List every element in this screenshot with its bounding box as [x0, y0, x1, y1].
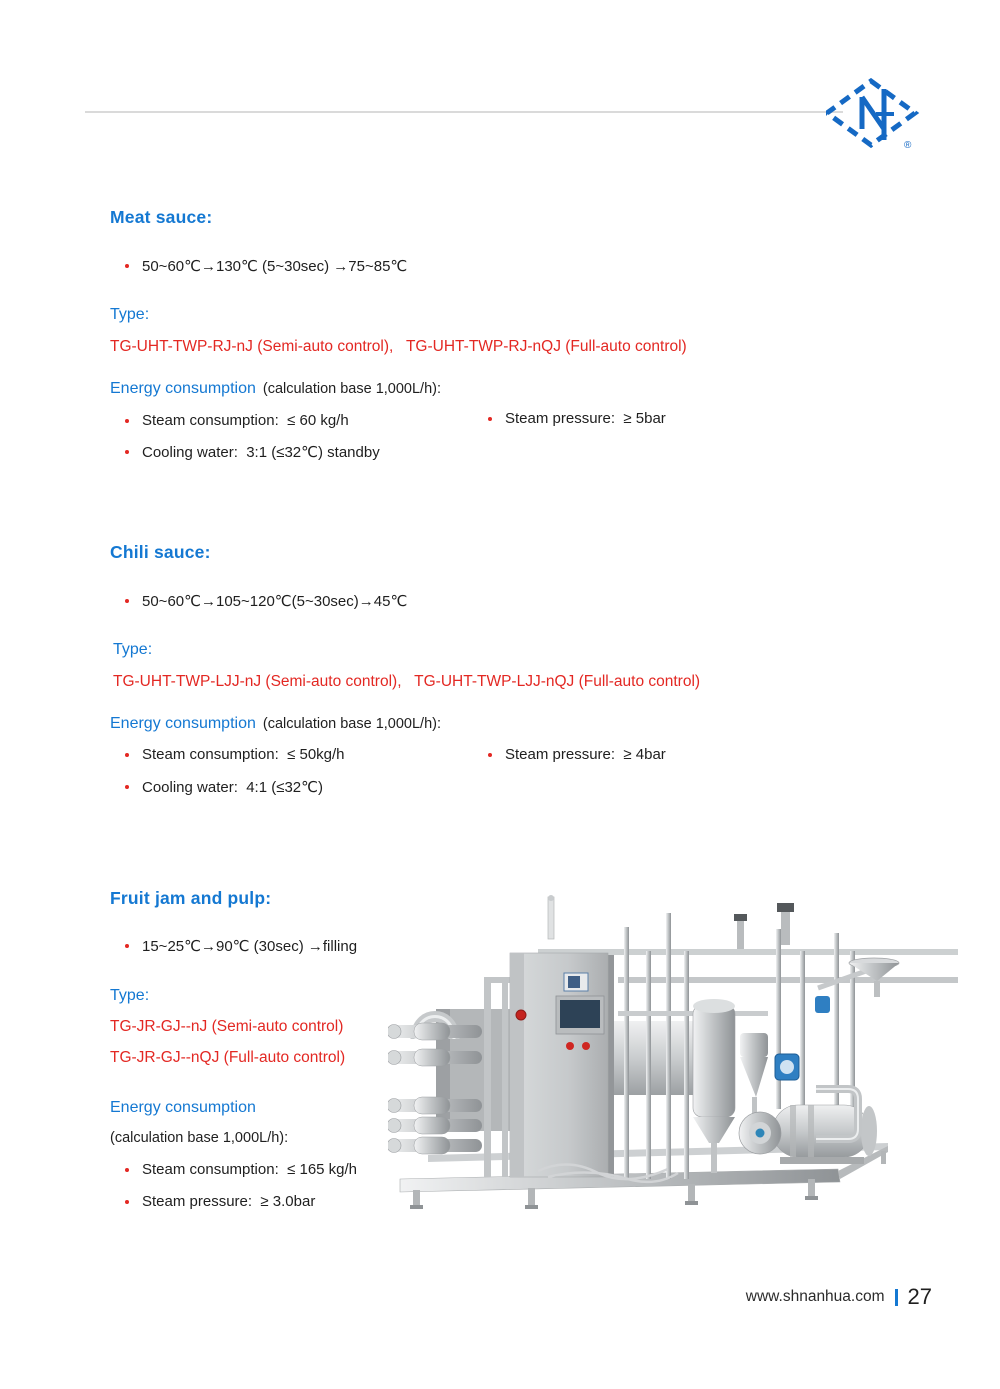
indicator-light — [566, 1042, 574, 1050]
equipment-photo — [388, 893, 992, 1225]
process-line — [125, 937, 357, 955]
steam-consumption-line — [125, 746, 345, 763]
section-title-chili-sauce: Chili sauce: — [110, 542, 211, 562]
steam-consumption-text: Steam consumption: ≤ 165 kg/h — [142, 1161, 358, 1178]
bullet-dot — [125, 785, 129, 789]
pump-hub — [756, 1129, 765, 1138]
footer-divider — [895, 1289, 898, 1306]
logo-diamond-icon — [826, 78, 922, 156]
type-models: TG-UHT-TWP-RJ-nJ (Semi-auto control), TG-UHT-TWP-RJ-nQJ (Full-auto control) — [110, 338, 687, 355]
type-models: TG-UHT-TWP-LJJ-nJ (Semi-auto control), TG-UHT-TWP-LJJ-nQJ (Full-auto control) — [113, 673, 701, 690]
bullet-dot — [488, 417, 492, 421]
steam-pressure-line — [125, 1193, 315, 1210]
process-line — [125, 592, 407, 610]
cooling-water-text: Cooling water: 3:1 (≤32℃) standby — [142, 444, 380, 461]
steam-pressure-line — [488, 410, 666, 427]
cooling-water-line — [125, 778, 323, 796]
section-title-fruit-jam: Fruit jam and pulp: — [110, 888, 272, 908]
sight-tube — [548, 895, 554, 939]
energy-consumption-line — [110, 715, 441, 733]
footer-website: www.shnanhua.com — [745, 1288, 885, 1305]
steam-consumption-text: Steam consumption: ≤ 50kg/h — [142, 746, 345, 763]
steam-consumption-line — [125, 412, 349, 429]
steam-consumption-line — [125, 1161, 357, 1178]
page-footer — [700, 1286, 932, 1308]
cooling-water-text: Cooling water: 4:1 (≤32℃) — [142, 779, 323, 796]
flow-meter — [775, 1054, 799, 1080]
section-title-meat-sauce: Meat sauce: — [110, 207, 213, 227]
emergency-button — [516, 1010, 526, 1020]
tube-heat-exchanger — [388, 1009, 520, 1154]
energy-base: (calculation base 1,000L/h): — [262, 381, 442, 397]
type-label: Type: — [110, 987, 150, 1004]
bullet-dot — [125, 264, 129, 268]
steam-pressure-line — [488, 746, 666, 763]
steam-pressure-text: Steam pressure: ≥ 4bar — [505, 746, 666, 763]
company-logo — [826, 78, 922, 156]
cooling-water-line — [125, 443, 380, 461]
bullet-dot — [125, 1168, 129, 1172]
steam-consumption-text: Steam consumption: ≤ 60 kg/h — [142, 412, 349, 429]
energy-label: Energy consumption — [110, 1099, 256, 1116]
page-number: 27 — [907, 1284, 932, 1309]
type-label: Type: — [110, 306, 150, 323]
type-model-full: TG-JR-GJ--nQJ (Full-auto control) — [110, 1049, 346, 1066]
type-label: Type: — [113, 641, 153, 658]
registered-mark: ® — [904, 140, 912, 151]
energy-label: Energy consumption — [110, 715, 256, 732]
indicator-light — [582, 1042, 590, 1050]
top-sensor — [734, 903, 794, 949]
energy-base: (calculation base 1,000L/h): — [110, 1130, 289, 1146]
bullet-dot — [125, 599, 129, 603]
control-cabinet — [510, 953, 614, 1177]
bullet-dot — [125, 419, 129, 423]
energy-base: (calculation base 1,000L/h): — [262, 716, 442, 732]
energy-label: Energy consumption — [110, 380, 256, 397]
bullet-dot — [125, 450, 129, 454]
bullet-dot — [125, 944, 129, 948]
vertical-tank — [693, 999, 735, 1173]
process-text: 50~60℃→105~120℃(5~30sec)→45℃ — [142, 593, 408, 610]
bullet-dot — [125, 753, 129, 757]
energy-consumption-line — [110, 380, 441, 398]
type-model-semi: TG-JR-GJ--nJ (Semi-auto control) — [110, 1018, 344, 1035]
bullet-dot — [488, 753, 492, 757]
valve-actuator — [815, 996, 830, 1013]
steam-pressure-text: Steam pressure: ≥ 5bar — [505, 410, 666, 427]
process-text: 15~25℃→90℃ (30sec) →filling — [142, 938, 358, 955]
bullet-dot — [125, 1200, 129, 1204]
header-divider — [85, 111, 843, 113]
process-text: 50~60℃→130℃ (5~30sec) →75~85℃ — [142, 258, 408, 275]
process-line — [125, 257, 407, 275]
steam-pressure-text: Steam pressure: ≥ 3.0bar — [142, 1193, 316, 1210]
